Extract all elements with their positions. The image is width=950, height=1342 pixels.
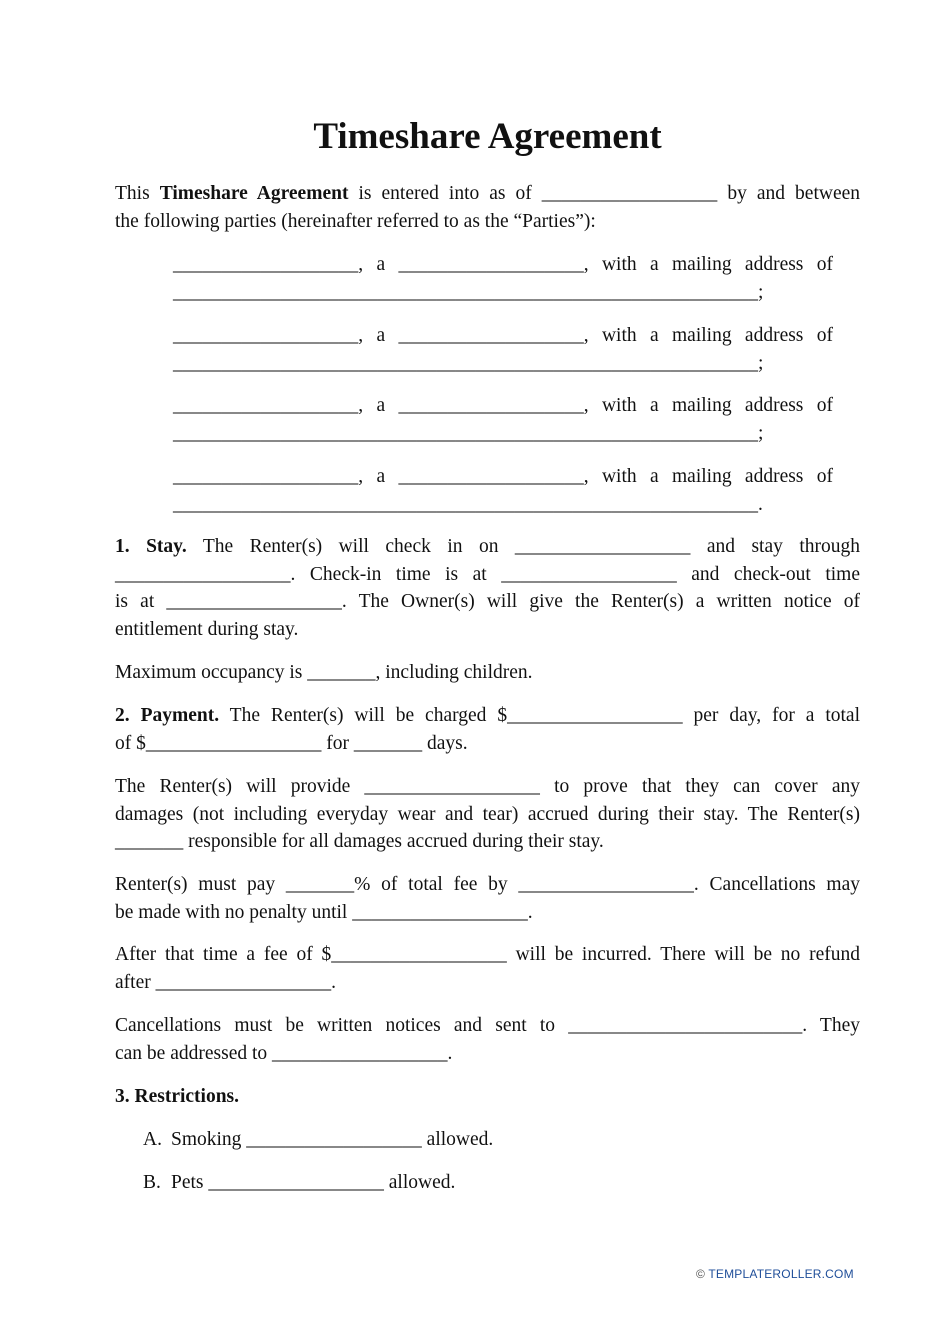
- damages-line-1[interactable]: The Renter(s) will provide __________________ to prove that they can cover any: [115, 776, 860, 797]
- occupancy-paragraph: [115, 659, 860, 687]
- agreement-name: Timeshare Agreement: [159, 183, 349, 204]
- document-title: Timeshare Agreement: [313, 116, 662, 157]
- item-text[interactable]: Smoking __________________ allowed.: [171, 1129, 494, 1150]
- restriction-item-smoking: [143, 1126, 493, 1154]
- damages-paragraph: [115, 773, 860, 856]
- section-heading: 3. Restrictions.: [115, 1086, 240, 1107]
- item-letter: A.: [143, 1129, 162, 1150]
- cancellation-line-1[interactable]: Cancellations must be written notices and sent to ________________________. They: [115, 1015, 860, 1036]
- deposit-line-1[interactable]: Renter(s) must pay _______% of total fee by __________________. Cancellations may: [115, 874, 860, 895]
- item-letter: B.: [143, 1172, 161, 1193]
- copyright-symbol: ©: [696, 1267, 706, 1281]
- intro-paragraph: [115, 180, 860, 235]
- item-text[interactable]: Pets __________________ allowed.: [171, 1172, 456, 1193]
- party-block: [173, 251, 833, 306]
- intro-line-1: This Timeshare Agreement is entered into as of __________________ by and between: [115, 183, 861, 204]
- footer-credit: [696, 1267, 854, 1281]
- party-address-line[interactable]: ____________________________________________________________;: [173, 352, 764, 374]
- party-address-line[interactable]: ____________________________________________________________;: [173, 281, 764, 303]
- party-line-1[interactable]: ___________________, a ___________________, with a mailing address of: [173, 466, 833, 487]
- party-address-line[interactable]: ____________________________________________________________.: [173, 493, 763, 515]
- party-line-1[interactable]: ___________________, a ___________________, with a mailing address of: [173, 254, 833, 275]
- damages-line-3[interactable]: _______ responsible for all damages accrued during their stay.: [115, 831, 604, 852]
- cancellation-paragraph: [115, 1012, 860, 1067]
- party-line-1[interactable]: ___________________, a ___________________, with a mailing address of: [173, 395, 833, 416]
- fee-paragraph: [115, 941, 860, 996]
- section-restrictions: [115, 1083, 860, 1111]
- party-line-1[interactable]: ___________________, a ___________________, with a mailing address of: [173, 325, 833, 346]
- deposit-line-2[interactable]: be made with no penalty until __________________.: [115, 901, 533, 923]
- footer-site-link[interactable]: TEMPLATEROLLER.COM: [708, 1267, 854, 1281]
- section-payment: [115, 702, 860, 757]
- fee-line-1[interactable]: After that time a fee of $__________________ will be incurred. There will be no refund: [115, 944, 860, 965]
- party-block: [173, 392, 833, 447]
- occupancy-line[interactable]: Maximum occupancy is _______, including children.: [115, 662, 533, 683]
- section-heading: 2. Payment.: [115, 705, 220, 726]
- fee-line-2[interactable]: after __________________.: [115, 971, 336, 993]
- damages-line-2: damages (not including everyday wear and tear) accrued during their stay. The Renter(s): [115, 803, 860, 825]
- restriction-item-pets: [143, 1169, 455, 1197]
- section-heading: 1. Stay.: [115, 536, 187, 557]
- stay-line-1: 1. Stay. The Renter(s) will check in on __________________ and stay through: [115, 536, 860, 557]
- intro-line-2: the following parties (hereinafter referred to as the “Parties”):: [115, 210, 596, 232]
- party-block: [173, 463, 833, 518]
- payment-line-2[interactable]: of $__________________ for _______ days.: [115, 732, 468, 754]
- party-address-line[interactable]: ____________________________________________________________;: [173, 422, 764, 444]
- section-stay: [115, 533, 860, 643]
- cancellation-line-2[interactable]: can be addressed to __________________.: [115, 1042, 453, 1064]
- party-block: [173, 322, 833, 377]
- stay-line-2[interactable]: __________________. Check-in time is at __________________ and check-out time: [115, 563, 860, 585]
- stay-line-3[interactable]: is at __________________. The Owner(s) will give the Renter(s) a written notice of: [115, 591, 860, 612]
- payment-line-1: 2. Payment. The Renter(s) will be charged $__________________ per day, for a total: [115, 705, 860, 726]
- stay-line-4: entitlement during stay.: [115, 618, 299, 640]
- deposit-paragraph: [115, 871, 860, 926]
